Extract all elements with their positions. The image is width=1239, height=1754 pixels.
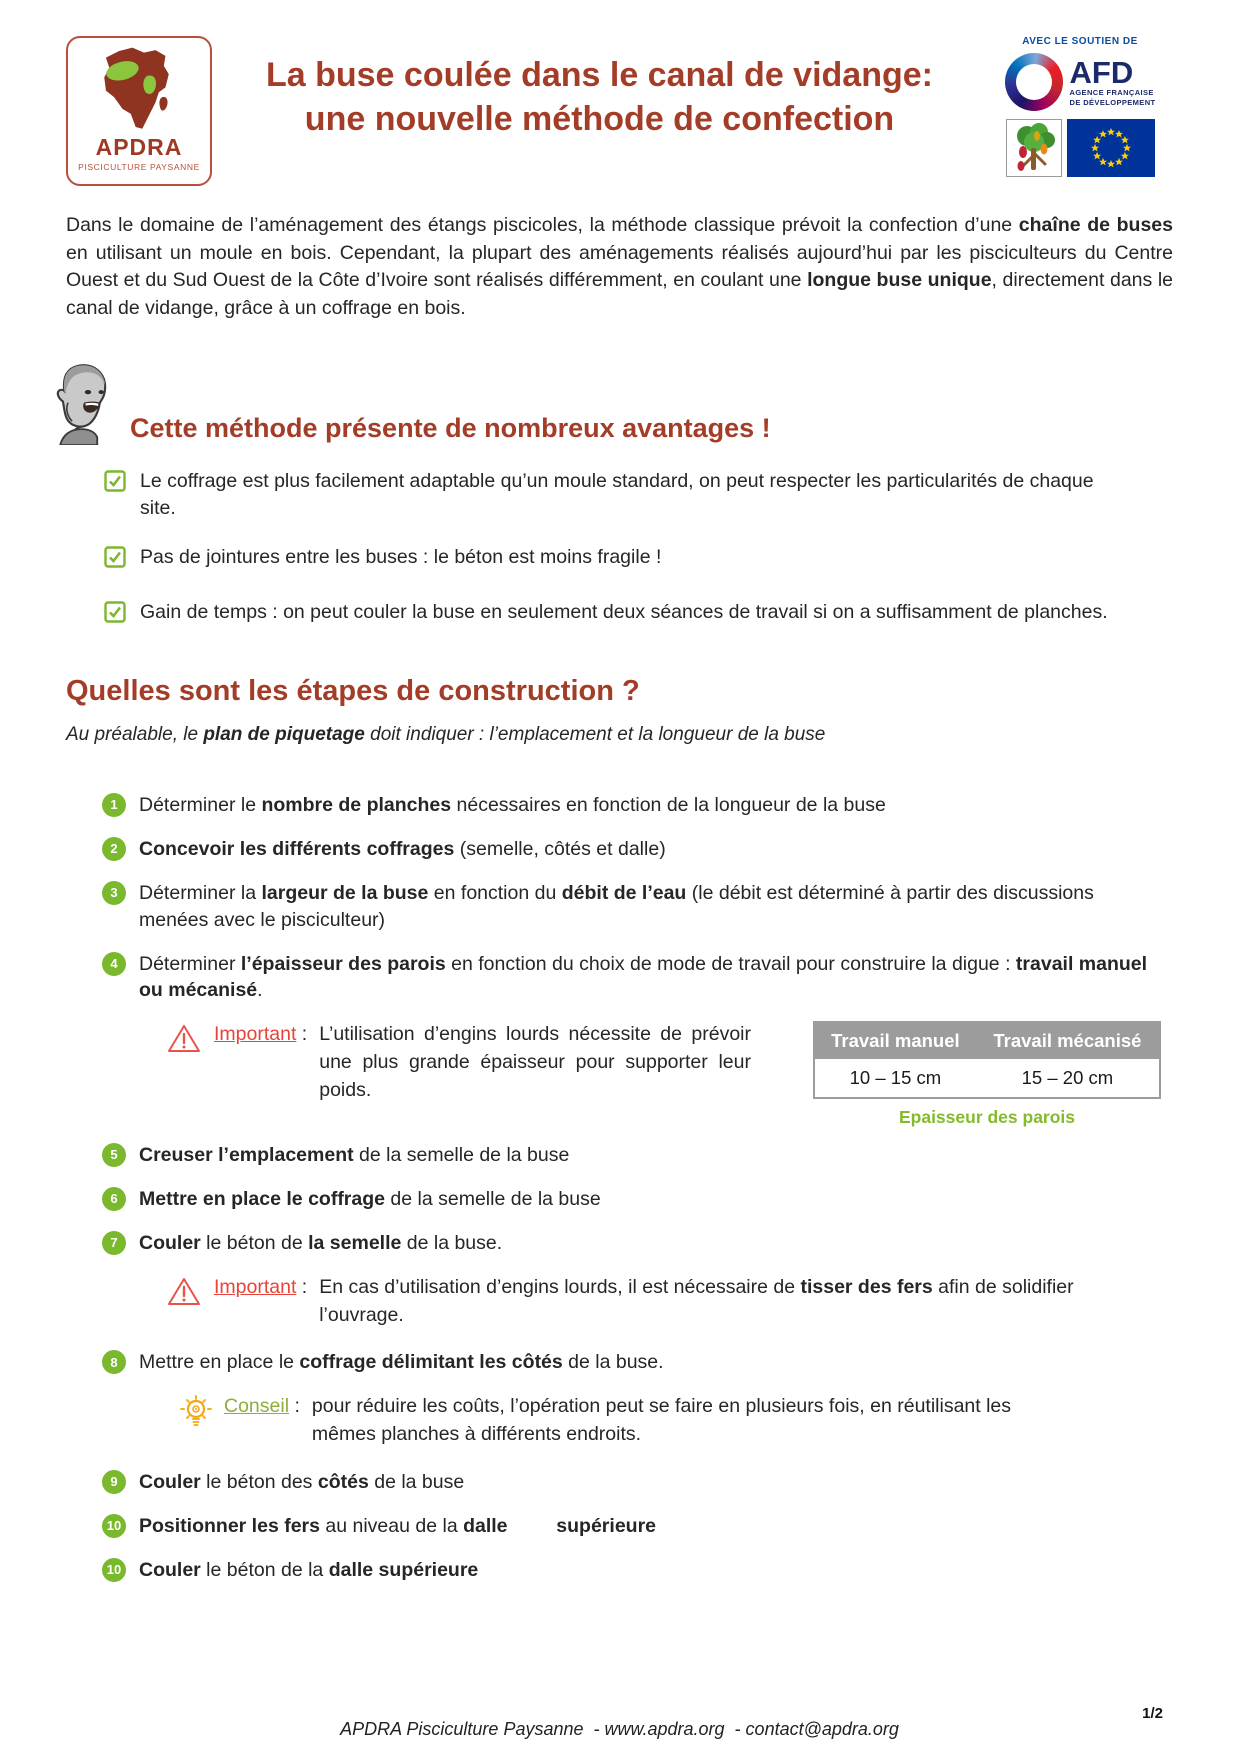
important-label: Important :	[214, 1023, 308, 1046]
step-text: Mettre en place le coffrage de la semelle de la buse	[139, 1188, 601, 1211]
step-row	[102, 1230, 1173, 1257]
step-text: Positionner les fers au niveau de la dalle supérieure	[139, 1514, 657, 1537]
step-text: Couler le béton des côtés de la buse	[139, 1470, 465, 1493]
step-row	[102, 1186, 1173, 1213]
afd-subtitle-1: AGENCE FRANÇAISE	[1069, 87, 1154, 97]
page-title: La buse coulée dans le canal de vidange: une nouvelle méthode de confection	[265, 56, 933, 138]
apdra-subtitle: PISCICULTURE PAYSANNE	[78, 162, 200, 172]
advantage-item	[104, 599, 1173, 631]
afd-name: AFD	[1069, 54, 1134, 90]
advantage-text: Le coffrage est plus facilement adaptable qu’un moule standard, on peut respecter les particularités de chaque site.	[140, 469, 1094, 520]
table-row	[814, 1059, 1160, 1098]
support-logos	[987, 36, 1173, 177]
important-text: En cas d’utilisation d’engins lourds, il est nécessaire de tisser des fers afin de solidifier l’ouvrage.	[319, 1276, 1074, 1326]
step-number-badge: 10	[102, 1558, 126, 1582]
afd-logo	[1005, 53, 1156, 111]
intro-paragraph: Dans le domaine de l’aménagement des étangs piscicoles, la méthode classique prévoit la confection d’une chaîne de buses en utilisant un moule en bois. Cependant, la plupart des aménagements réalisés aujourd’hui par les pisciculteurs du Centre Ouest et du Sud Ouest de la Côte d’Ivoire sont réalisés différemment, en coulant une longue buse unique, directement dans le canal de vidange, grâce à un coffrage en bois.	[66, 214, 1173, 320]
checkbox-checked-icon	[104, 601, 126, 631]
afd-ring-icon	[1005, 53, 1063, 111]
step-row	[102, 792, 1173, 819]
important-text: L’utilisation d’engins lourds nécessite de prévoir une plus grande épaisseur pour supporter leur poids.	[319, 1023, 751, 1101]
advantage-item	[104, 544, 1173, 576]
step-number-badge: 4	[102, 952, 126, 976]
checkbox-checked-icon	[104, 546, 126, 576]
step-row	[102, 1142, 1173, 1169]
step-number-badge: 8	[102, 1350, 126, 1374]
page-number: 1/2	[1142, 1705, 1163, 1722]
advantages-header	[66, 363, 1173, 450]
step-number-badge: 9	[102, 1470, 126, 1494]
step-text: Creuser l’emplacement de la semelle de la buse	[139, 1144, 570, 1167]
wall-thickness-table-block	[813, 1021, 1161, 1128]
lightbulb-icon	[180, 1395, 212, 1440]
step-row	[102, 1513, 1173, 1540]
step-text: Concevoir les différents coffrages (semelle, côtés et dalle)	[139, 837, 666, 860]
step-row	[102, 1557, 1173, 1584]
smiling-man-icon	[52, 363, 116, 450]
step-row	[102, 1469, 1173, 1496]
table-caption: Epaisseur des parois	[898, 1107, 1076, 1128]
steps-list	[102, 792, 1173, 1584]
step-text: Déterminer le nombre de planches nécessaires en fonction de la longueur de la buse	[139, 793, 886, 816]
advantage-item	[104, 468, 1173, 523]
step-number-badge: 1	[102, 793, 126, 817]
header	[66, 36, 1173, 186]
construction-heading: Quelles sont les étapes de construction ?	[66, 674, 640, 707]
step-text: Couler le béton de la semelle de la buse.	[139, 1232, 503, 1255]
wall-thickness-table	[813, 1021, 1161, 1099]
important-label: Important :	[214, 1276, 308, 1299]
support-label: AVEC LE SOUTIEN DE	[1022, 36, 1138, 47]
afd-subtitle-2: DE DÉVELOPPEMENT	[1069, 97, 1156, 107]
warning-triangle-icon	[166, 1276, 202, 1317]
eu-flag-icon	[1067, 119, 1155, 177]
advantages-heading: Cette méthode présente de nombreux avantages !	[130, 412, 771, 443]
advice-label: Conseil :	[224, 1395, 300, 1418]
step-text: Mettre en place le coffrage délimitant les côtés de la buse.	[139, 1351, 664, 1374]
step-text: Déterminer l’épaisseur des parois en fonction du choix de mode de travail pour construire la digue : travail manuel ou mécanisé.	[139, 952, 1148, 1002]
step-number-badge: 3	[102, 881, 126, 905]
step-row	[102, 836, 1173, 863]
advantages-list	[104, 468, 1173, 631]
step-row	[102, 1349, 1173, 1376]
important-note	[166, 1274, 1096, 1329]
step-text: Couler le béton de la dalle supérieure	[139, 1558, 479, 1581]
table-header-cell: Travail manuel	[814, 1022, 976, 1059]
step-row	[102, 951, 1173, 1005]
step-number-badge: 10	[102, 1514, 126, 1538]
advice-text: pour réduire les coûts, l’opération peut se faire en plusieurs fois, en réutilisant les mêmes planches à différents endroits.	[311, 1395, 1012, 1446]
table-header-cell: Travail mécanisé	[976, 1022, 1160, 1059]
checkbox-checked-icon	[104, 470, 126, 523]
apdra-logo	[66, 36, 212, 186]
advice-note	[180, 1393, 1060, 1448]
step-number-badge: 6	[102, 1187, 126, 1211]
footer-text: APDRA Pisciculture Paysanne - www.apdra.org - contact@apdra.org	[340, 1719, 899, 1739]
construction-preamble: Au préalable, le plan de piquetage doit indiquer : l’emplacement et la longueur de la buse	[66, 723, 826, 745]
advantage-text: Gain de temps : on peut couler la buse en seulement deux séances de travail si on a suffisamment de planches.	[140, 600, 1108, 623]
tree-logo-icon	[1006, 119, 1062, 177]
africa-map-icon	[92, 46, 186, 132]
important-note-with-table	[166, 1021, 1173, 1128]
warning-triangle-icon	[166, 1023, 202, 1064]
step-number-badge: 7	[102, 1231, 126, 1255]
step-text: Déterminer la largeur de la buse en fonction du débit de l’eau (le débit est déterminé à partir des discussions menées avec le pisciculteur)	[139, 881, 1094, 931]
step-row	[102, 880, 1173, 934]
advantage-text: Pas de jointures entre les buses : le béton est moins fragile !	[140, 546, 662, 569]
step-number-badge: 5	[102, 1143, 126, 1167]
apdra-acronym: APDRA	[95, 134, 183, 160]
table-cell: 15 – 20 cm	[976, 1059, 1160, 1098]
table-cell: 10 – 15 cm	[814, 1059, 976, 1098]
important-note	[166, 1021, 751, 1104]
step-number-badge: 2	[102, 837, 126, 861]
